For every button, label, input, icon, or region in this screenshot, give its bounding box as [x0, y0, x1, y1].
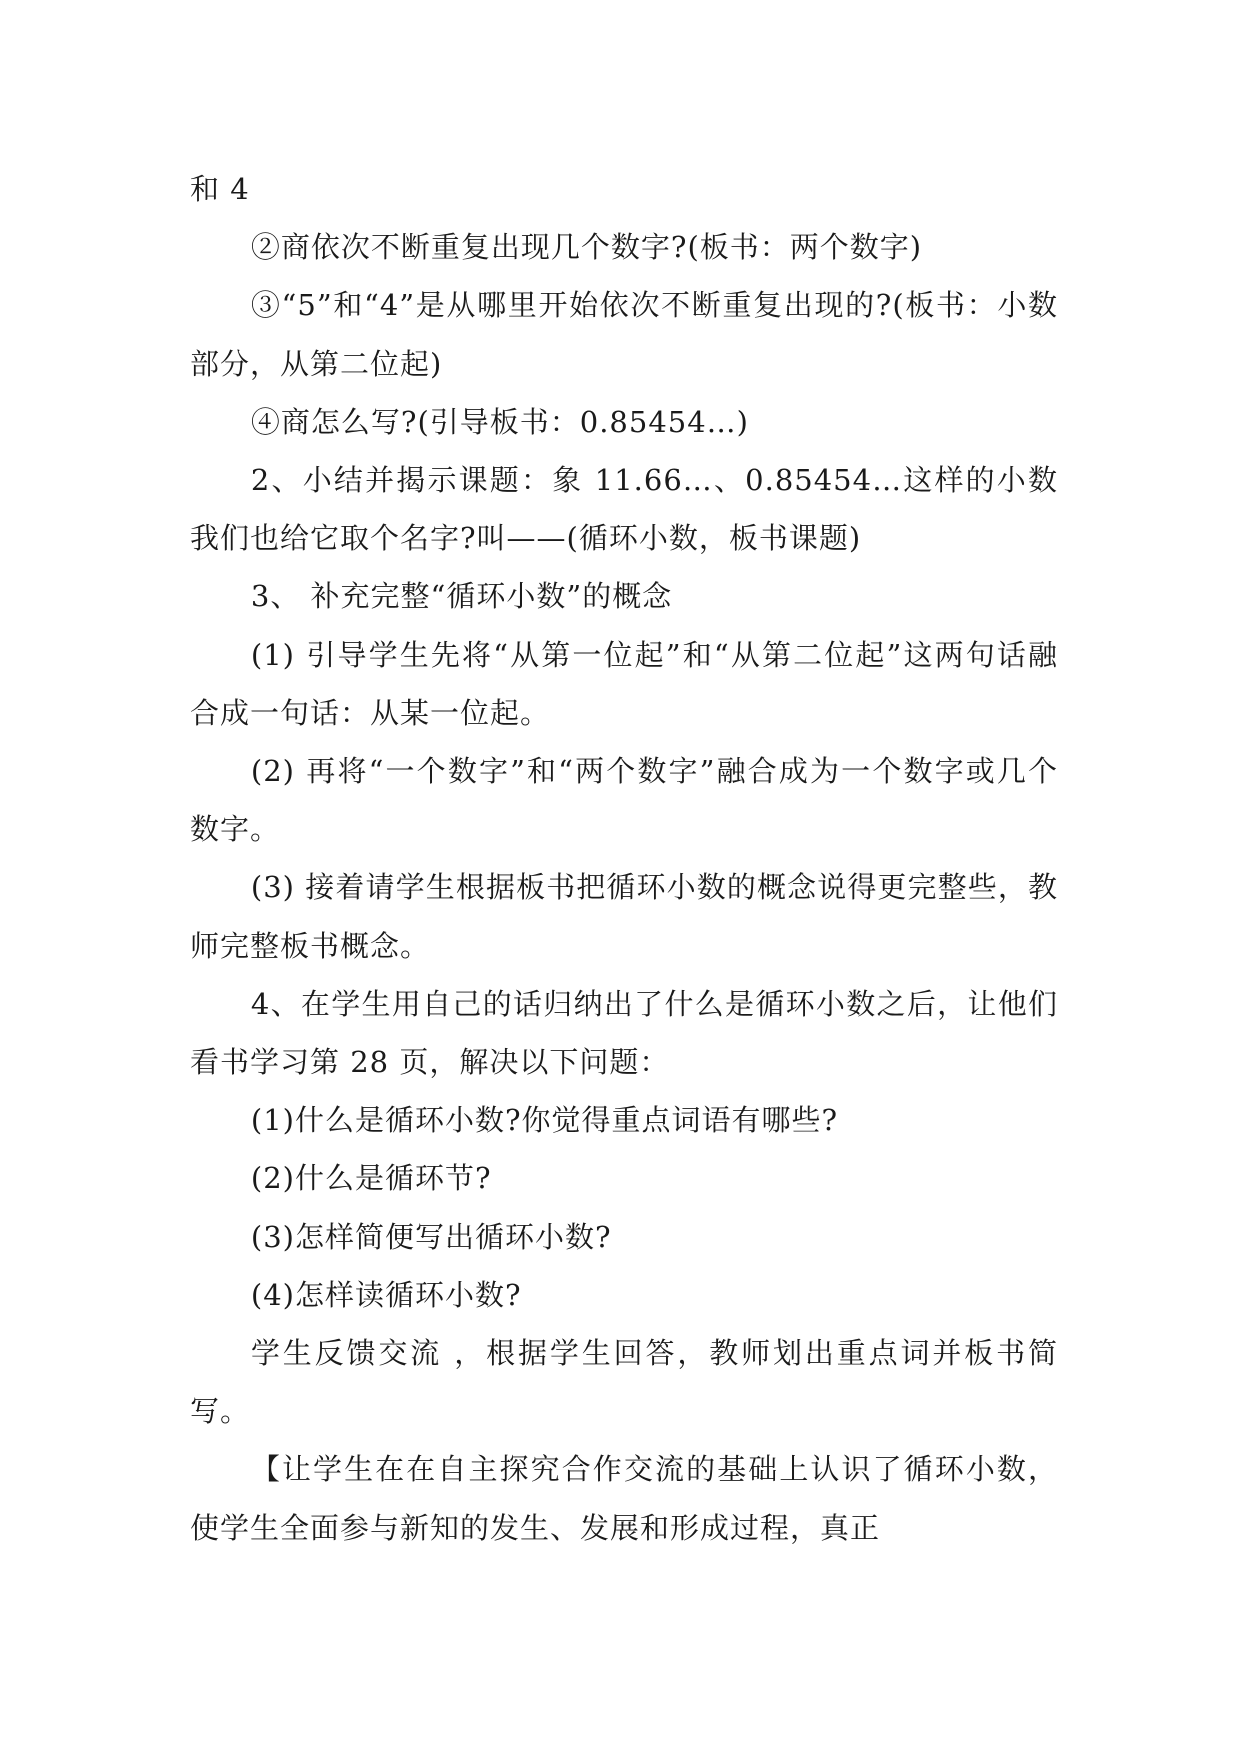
paragraph-8: (2) 再将“一个数字”和“两个数字”融合成为一个数字或几个数字。 — [190, 754, 1058, 847]
paragraph-16: 【让学生在在自主探究合作交流的基础上认识了循环小数，使学生全面参与新知的发生、发展和形成过程，真正 — [190, 1452, 1058, 1545]
paragraph-7: (1) 引导学生先将“从第一位起”和“从第二位起”这两句话融合成一句话：从某一位起。 — [190, 637, 1058, 730]
document-body — [190, 160, 1058, 1557]
paragraph-15: 学生反馈交流 ，根据学生回答，教师划出重点词并板书简写。 — [190, 1336, 1058, 1429]
paragraph-6: 3、 补充完整“循环小数”的概念 — [250, 579, 673, 614]
paragraph-1: 和 4 — [190, 172, 250, 206]
paragraph-12: (2)什么是循环节? — [250, 1161, 492, 1196]
paragraph-11: (1)什么是循环小数?你觉得重点词语有哪些? — [250, 1103, 839, 1138]
paragraph-5: 2、小结并揭示课题：象 11.66…、0.85454…这样的小数我们也给它取个名字?叫——(循环小数，板书课题) — [190, 463, 1058, 556]
paragraph-9: (3) 接着请学生根据板书把循环小数的概念说得更完整些，教师完整板书概念。 — [190, 870, 1058, 963]
paragraph-2: ②商依次不断重复出现几个数字?(板书：两个数字) — [250, 230, 923, 265]
paragraph-14: (4)怎样读循环小数? — [250, 1277, 522, 1312]
paragraph-13: (3)怎样简便写出循环小数? — [250, 1219, 612, 1254]
paragraph-10: 4、在学生用自己的话归纳出了什么是循环小数之后，让他们看书学习第 28 页，解决以下问题： — [190, 986, 1058, 1080]
paragraph-3: ③“5”和“4”是从哪里开始依次不断重复出现的?(板书：小数部分，从第二位起) — [190, 288, 1058, 381]
paragraph-4: ④商怎么写?(引导板书：0.85454…) — [250, 404, 749, 439]
